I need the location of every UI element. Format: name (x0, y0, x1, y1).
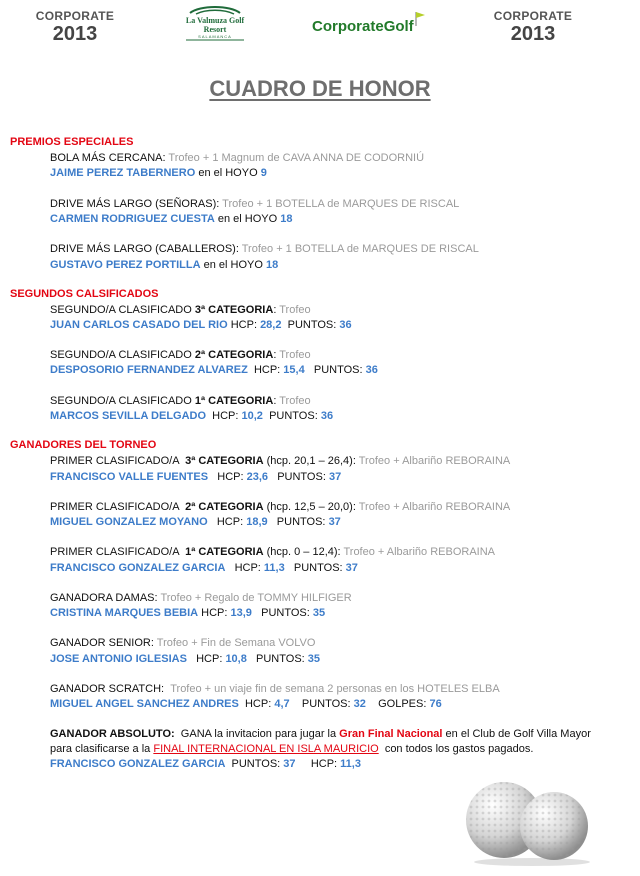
primer-1-pts: 37 (345, 562, 358, 574)
primer-3-hcp: 23,6 (246, 471, 269, 483)
damas-hcp: 13,9 (230, 607, 252, 619)
golf-balls-icon (462, 780, 592, 866)
drive-senoras-winner-line (50, 212, 292, 226)
hcp-label: HCP: (234, 562, 261, 574)
senior-pts: 35 (307, 653, 321, 665)
segundo-3-prize-line: SEGUNDO/A CLASIFICADO 3ª CATEGORIA: Trofeo (50, 304, 311, 316)
damas-winner: CRISTINA MARQUES BEBIA (50, 607, 199, 619)
segundo-3-cat: 3ª CATEGORIA (194, 304, 274, 316)
final-internacional-link[interactable]: FINAL INTERNACIONAL EN ISLA MAURICIO (153, 743, 379, 755)
valmuza-line2: Resort (203, 25, 227, 34)
scratch-label: GANADOR SCRATCH: (50, 683, 165, 695)
drive-caballeros-prize: Trofeo + 1 BOTELLA de MARQUES DE RISCAL (241, 243, 479, 255)
primer-3-prize-line (50, 454, 510, 468)
primer-2-cat: 2ª CATEGORIA (185, 501, 264, 513)
primer-3-cat: 3ª CATEGORIA (185, 455, 264, 467)
damas-prize-line (50, 591, 352, 605)
golf-flag-icon (414, 12, 426, 26)
damas-pts: 35 (312, 607, 326, 619)
hcp-label: HCP: (196, 653, 223, 665)
drive-senoras-prize: Trofeo + 1 BOTELLA de MARQUES DE RISCAL (222, 198, 460, 210)
cg-golf: Golf (383, 18, 414, 35)
primer-prefix: PRIMER CLASIFICADO/A (50, 455, 179, 467)
bola-winner: JAIME PEREZ TABERNERO (50, 167, 196, 179)
drive-senoras-winner: CARMEN RODRIGUEZ CUESTA (50, 213, 215, 225)
primer-3-winner: FRANCISCO VALLE FUENTES (50, 471, 209, 483)
drive-caballeros-winner-line (50, 258, 278, 272)
pts-label: PUNTOS: (276, 516, 326, 528)
primer-1-range: (hcp. 0 – 12,4): (266, 546, 341, 558)
golf-balls-image (462, 780, 592, 866)
scratch-golpes: 76 (429, 698, 442, 710)
segundo-prefix: SEGUNDO/A CLASIFICADO (50, 349, 192, 361)
segundo-2-winner-line (50, 363, 378, 377)
corporate-word: CORPORATE (35, 9, 115, 23)
segundo-1-pts: 36 (320, 410, 334, 422)
primer-3-prize: Trofeo + Albariño REBORAINA (358, 455, 511, 467)
section-premios-especiales: PREMIOS ESPECIALES (10, 136, 134, 148)
segundo-2-prize: Trofeo (279, 349, 311, 361)
corporate-2013-logo-left (20, 10, 130, 44)
bola-prize-line (50, 151, 424, 165)
corporate-word: CORPORATE (493, 9, 573, 23)
segundo-prefix: SEGUNDO/A CLASIFICADO (50, 304, 192, 316)
hcp-label: HCP: (216, 516, 244, 528)
bola-hole-text: en el HOYO (198, 167, 258, 179)
primer-1-cat: 1ª CATEGORIA (185, 546, 264, 558)
scratch-hcp: 4,7 (274, 698, 290, 710)
absoluto-label: GANADOR ABSOLUTO: (50, 728, 175, 740)
primer-3-pts: 37 (328, 471, 342, 483)
primer-2-prize-line (50, 500, 510, 514)
drive-caballeros-hole-text: en el HOYO (203, 259, 263, 271)
primer-2-winner-line (50, 515, 341, 529)
bola-winner-line (50, 166, 267, 180)
primer-1-prize: Trofeo + Albariño REBORAINA (343, 546, 495, 558)
damas-prize: Trofeo + Regalo de TOMMY HILFIGER (160, 592, 352, 604)
cg-corporate: Corporate (312, 18, 384, 35)
absoluto-text2: en el Club de Golf Villa Mayor (445, 728, 591, 740)
drive-senoras-label: DRIVE MÁS LARGO (SEÑORAS): (50, 198, 220, 210)
bola-hole: 9 (260, 167, 267, 179)
drive-senoras-hole-text: en el HOYO (217, 213, 278, 225)
primer-2-winner: MIGUEL GONZALEZ MOYANO (50, 516, 208, 528)
segundo-3-winner-line (50, 318, 352, 332)
primer-2-hcp: 18,9 (246, 516, 268, 528)
primer-1-winner: FRANCISCO GONZALEZ GARCIA (50, 562, 226, 574)
primer-3-winner-line (50, 470, 341, 484)
segundo-3-prize: Trofeo (279, 304, 311, 316)
gran-final-nacional: Gran Final Nacional (339, 728, 443, 740)
senior-prize: Trofeo + Fin de Semana VOLVO (156, 637, 316, 649)
absoluto-winner-line (50, 757, 361, 771)
primer-1-winner-line (50, 561, 358, 575)
hcp-label: HCP: (201, 607, 228, 619)
absoluto-hcp: 11,3 (340, 758, 361, 770)
absoluto-text1: GANA la invitacion para jugar la (180, 728, 337, 740)
hcp-label: HCP: (212, 410, 239, 422)
pts-label: PUNTOS: (293, 562, 343, 574)
hcp-label: HCP: (230, 319, 257, 331)
segundo-1-winner: MARCOS SEVILLA DELGADO (50, 410, 207, 422)
pts-label: PUNTOS: (256, 653, 305, 665)
pts-label: PUNTOS: (261, 607, 310, 619)
scratch-prize: Trofeo + un viaje fin de semana 2 personas en los HOTELES ELBA (170, 683, 500, 695)
segundo-3-winner: JUAN CARLOS CASADO DEL RIO (50, 319, 228, 331)
segundo-1-prize-line: SEGUNDO/A CLASIFICADO 1ª CATEGORIA: Trofeo (50, 395, 311, 407)
scratch-winner: MIGUEL ANGEL SANCHEZ ANDRES (50, 698, 239, 710)
golpes-label: GOLPES: (378, 698, 427, 710)
pts-label: PUNTOS: (231, 758, 281, 770)
segundo-1-prize: Trofeo (279, 395, 311, 407)
primer-2-range: (hcp. 12,5 – 20,0): (266, 501, 356, 513)
absoluto-winner: FRANCISCO GONZALEZ GARCIA (50, 758, 226, 770)
primer-3-range: (hcp. 20,1 – 26,4): (266, 455, 356, 467)
segundo-2-hcp: 15,4 (283, 364, 305, 376)
la-valmuza-logo (182, 4, 248, 44)
drive-caballeros-label: DRIVE MÁS LARGO (CABALLEROS): (50, 243, 239, 255)
corporate-golf-logo (312, 18, 414, 35)
corporate-2013-logo-right (478, 10, 588, 44)
primer-1-hcp: 11,3 (263, 562, 285, 574)
scratch-prize-line (50, 682, 500, 696)
absoluto-text3: para clasificarse a la (50, 743, 151, 755)
senior-prize-line (50, 636, 315, 650)
primer-prefix: PRIMER CLASIFICADO/A (50, 546, 179, 558)
primer-2-prize: Trofeo + Albariño REBORAINA (358, 501, 511, 513)
bola-label: BOLA MÁS CERCANA: (50, 152, 166, 164)
absoluto-text4: con todos los gastos pagados. (384, 743, 534, 755)
absoluto-line1 (50, 727, 591, 741)
segundo-3-hcp: 28,2 (260, 319, 282, 331)
absoluto-line2 (50, 742, 533, 756)
segundo-2-prize-line: SEGUNDO/A CLASIFICADO 2ª CATEGORIA: Trofeo (50, 349, 311, 361)
hcp-label: HCP: (217, 471, 244, 483)
hcp-label: HCP: (253, 364, 281, 376)
drive-senoras-hole: 18 (280, 213, 293, 225)
scratch-winner-line (50, 697, 442, 711)
scratch-pts: 32 (353, 698, 366, 710)
page-title: CUADRO DE HONOR (209, 76, 431, 101)
segundo-2-winner: DESPOSORIO FERNANDEZ ALVAREZ (50, 364, 248, 376)
corporate-year: 2013 (510, 23, 556, 45)
segundo-1-winner-line (50, 409, 333, 423)
section-ganadores-torneo: GANADORES DEL TORNEO (10, 439, 157, 451)
corporate-year: 2013 (52, 23, 98, 45)
senior-label: GANADOR SENIOR: (50, 637, 154, 649)
primer-prefix: PRIMER CLASIFICADO/A (50, 501, 179, 513)
primer-1-prize-line (50, 545, 495, 559)
pts-label: PUNTOS: (277, 471, 326, 483)
senior-hcp: 10,8 (225, 653, 247, 665)
absoluto-pts: 37 (283, 758, 296, 770)
segundo-3-pts: 36 (339, 319, 352, 331)
damas-winner-line (50, 606, 325, 620)
primer-2-pts: 37 (328, 516, 341, 528)
pts-label: PUNTOS: (287, 319, 337, 331)
segundo-prefix: SEGUNDO/A CLASIFICADO (50, 395, 192, 407)
segundo-2-cat: 2ª CATEGORIA (194, 349, 274, 361)
hcp-label: HCP: (310, 758, 338, 770)
hcp-label: HCP: (244, 698, 272, 710)
pts-label: PUNTOS: (301, 698, 351, 710)
damas-label: GANADORA DAMAS: (50, 592, 158, 604)
section-segundos-clasificados: SEGUNDOS CALSIFICADOS (10, 288, 159, 300)
segundo-1-hcp: 10,2 (241, 410, 263, 422)
drive-caballeros-winner: GUSTAVO PEREZ PORTILLA (50, 259, 201, 271)
bola-prize: Trofeo + 1 Magnum de CAVA ANNA DE CODORNIÚ (168, 152, 425, 164)
valmuza-line1: La Valmuza Golf (185, 16, 245, 25)
valmuza-line3: SALAMANCA (198, 34, 232, 39)
drive-caballeros-prize-line (50, 242, 479, 256)
drive-caballeros-hole: 18 (265, 259, 279, 271)
senior-winner-line (50, 652, 320, 666)
segundo-2-pts: 36 (365, 364, 378, 376)
senior-winner: JOSE ANTONIO IGLESIAS (50, 653, 187, 665)
pts-label: PUNTOS: (313, 364, 363, 376)
drive-senoras-prize-line (50, 197, 459, 211)
pts-label: PUNTOS: (269, 410, 318, 422)
segundo-1-cat: 1ª CATEGORIA (194, 395, 274, 407)
